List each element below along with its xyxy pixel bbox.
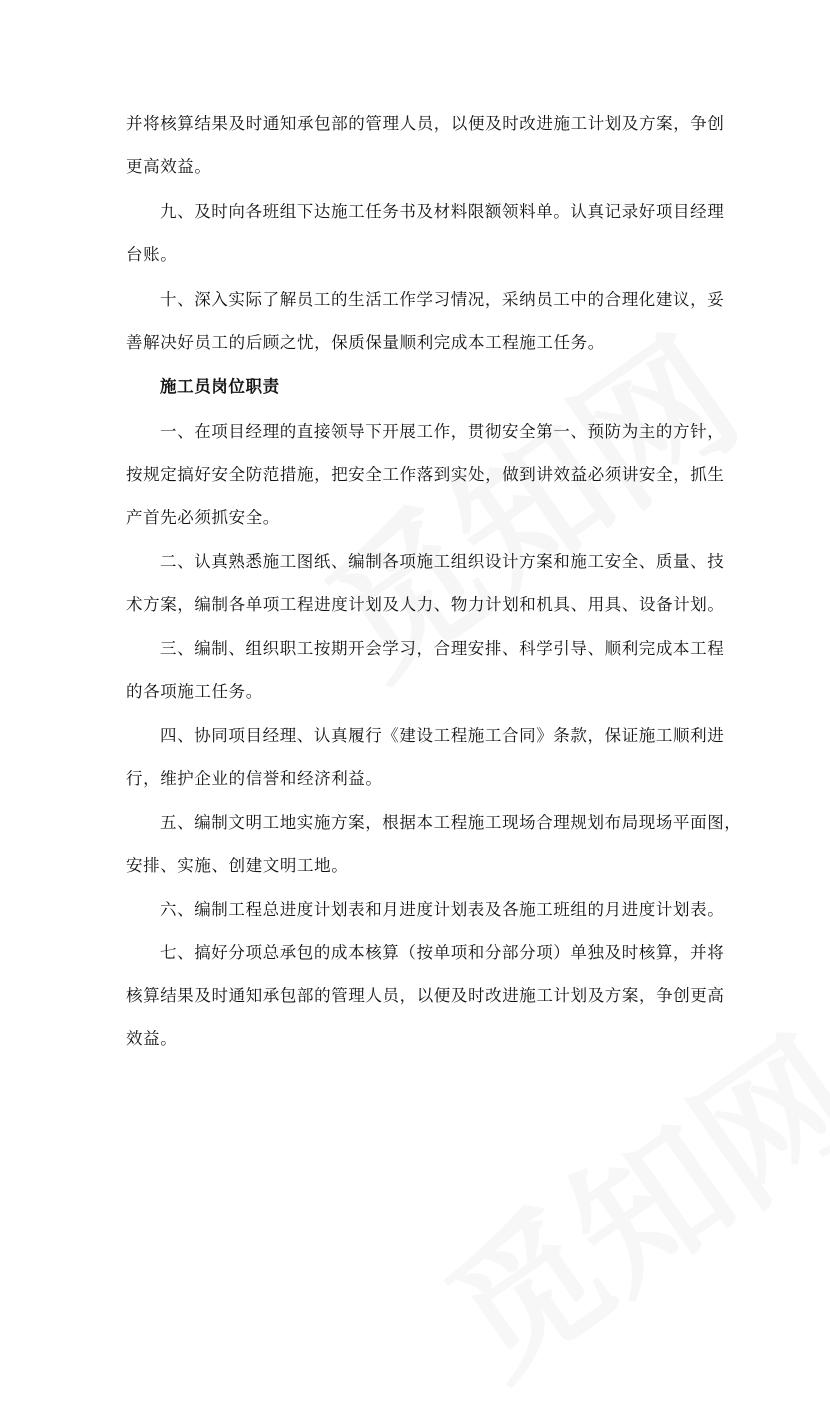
text-line: 七、搞好分项总承包的成本核算（按单项和分部分项）单独及时核算，并将 [160, 943, 725, 962]
paragraph-item-9 [126, 190, 725, 276]
paragraph-item-5 [126, 801, 742, 887]
text-line: 三、编制、组织职工按期开会学习，合理安排、科学引导、顺利完成本工程 [160, 639, 725, 658]
text-line: 产首先必须抓安全。 [126, 508, 280, 527]
text-line: 九、及时向各班组下达施工任务书及材料限额领料单。认真记录好项目经理 [160, 202, 725, 221]
text-line: 的各项施工任务。 [126, 682, 263, 701]
text-line: 安排、实施、创建文明工地。 [126, 856, 349, 875]
text-line: 术方案，编制各单项工程进度计划及人力、物力计划和机具、用具、设备计划。 [126, 595, 725, 614]
text-line: 六、编制工程总进度计划表和月进度计划表及各施工班组的月进度计划表。 [160, 900, 725, 919]
text-line: 效益。 [126, 1029, 178, 1048]
paragraph-item-10 [126, 278, 725, 364]
text-line: 按规定搞好安全防范措施，把安全工作落到实处，做到讲效益必须讲安全，抓生 [126, 465, 725, 484]
paragraph-item-4 [126, 714, 725, 800]
text-line: 并将核算结果及时通知承包部的管理人员，以便及时改进施工计划及方案，争创 [126, 114, 725, 133]
text-line: 二、认真熟悉施工图纸、编制各项施工组织设计方案和施工安全、质量、技 [160, 552, 725, 571]
paragraph-item-3 [126, 627, 725, 713]
text-line: 五、编制文明工地实施方案，根据本工程施工现场合理规划布局现场平面图， [160, 813, 742, 832]
text-line: 核算结果及时通知承包部的管理人员，以便及时改进施工计划及方案，争创更高 [126, 986, 725, 1005]
paragraph-continuation [126, 102, 725, 188]
text-line: 台账。 [126, 245, 178, 264]
paragraph-item-6 [126, 888, 725, 931]
text-line: 善解决好员工的后顾之忧，保质保量顺利完成本工程施工任务。 [126, 333, 605, 352]
paragraph-item-7 [126, 931, 725, 1060]
text-line: 行，维护企业的信誉和经济利益。 [126, 769, 383, 788]
text-line: 十、深入实际了解员工的生活工作学习情况，采纳员工中的合理化建议，妥 [160, 290, 725, 309]
paragraph-item-2 [126, 540, 725, 626]
text-line: 四、协同项目经理、认真履行《建设工程施工合同》条款，保证施工顺利进 [160, 726, 725, 745]
paragraph-item-1 [126, 410, 725, 539]
text-line: 更高效益。 [126, 157, 212, 176]
text-line: 一、在项目经理的直接领导下开展工作，贯彻安全第一、预防为主的方针， [160, 422, 725, 441]
section-heading: 施工员岗位职责 [160, 377, 280, 396]
